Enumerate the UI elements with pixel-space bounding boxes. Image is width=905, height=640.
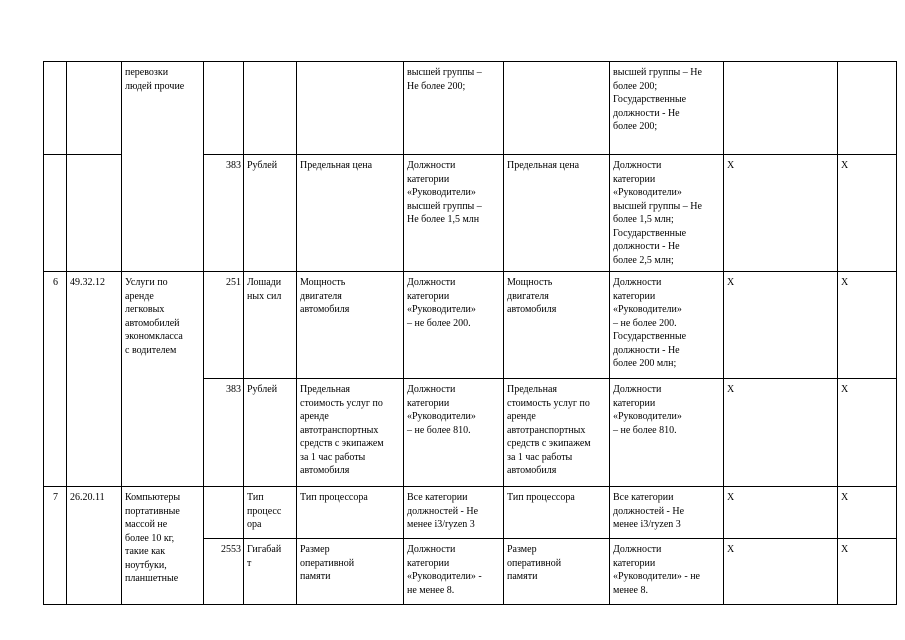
x-cell: [724, 62, 838, 155]
x-cell: [838, 62, 897, 155]
unit-cell: [244, 62, 297, 155]
value-cell: Все категории должностей - Не менее i3/ryzen 3: [404, 487, 504, 539]
unit-cell: Рублей: [244, 379, 297, 487]
unit-cell: Лошади ных сил: [244, 272, 297, 379]
okpd-code-cell: [67, 155, 122, 272]
characteristic-cell: Размер оперативной памяти: [504, 539, 610, 605]
value-cell: высшей группы – Не более 200; Государственные должности - Не более 200;: [610, 62, 724, 155]
characteristic-cell: Предельная стоимость услуг по аренде автотранспортных средств с экипажем за 1 час работы автомобиля: [297, 379, 404, 487]
row-number-cell: 6: [44, 272, 67, 487]
value-cell: Должности категории «Руководители» – не более 200.: [404, 272, 504, 379]
characteristic-cell: Тип процессора: [297, 487, 404, 539]
row-number-cell: [44, 155, 67, 272]
value-cell: Должности категории «Руководители» - не менее 8.: [404, 539, 504, 605]
x-cell: X: [724, 155, 838, 272]
okei-code-cell: 383: [204, 379, 244, 487]
item-name-cell: Услуги по аренде легковых автомобилей экономкласса с водителем: [122, 272, 204, 487]
row-number-cell: [44, 62, 67, 155]
characteristic-cell: Предельная цена: [504, 155, 610, 272]
item-name-cell: Компьютеры портативные массой не более 10 кг, такие как ноутбуки, планшетные: [122, 487, 204, 605]
value-cell: Должности категории «Руководители» – не более 200. Государственные должности - Не более 200 млн;: [610, 272, 724, 379]
characteristic-cell: Мощность двигателя автомобиля: [297, 272, 404, 379]
requirements-table: [43, 61, 897, 605]
okpd-code-cell: [67, 62, 122, 155]
characteristic-cell: [504, 62, 610, 155]
row-number-cell: 7: [44, 487, 67, 605]
x-cell: X: [838, 379, 897, 487]
x-cell: X: [838, 487, 897, 539]
okpd-code-cell: 49.32.12: [67, 272, 122, 487]
okei-code-cell: [204, 62, 244, 155]
x-cell: X: [838, 272, 897, 379]
value-cell: Должности категории «Руководители» – не более 810.: [404, 379, 504, 487]
table-row: [44, 487, 897, 539]
table-row: [44, 62, 897, 155]
unit-cell: Рублей: [244, 155, 297, 272]
characteristic-cell: Размер оперативной памяти: [297, 539, 404, 605]
value-cell: высшей группы – Не более 200;: [404, 62, 504, 155]
value-cell: Должности категории «Руководители» - не менее 8.: [610, 539, 724, 605]
value-cell: Все категории должностей - Не менее i3/ryzen 3: [610, 487, 724, 539]
x-cell: X: [724, 379, 838, 487]
okpd-code-cell: 26.20.11: [67, 487, 122, 605]
unit-cell: Тип процесс ора: [244, 487, 297, 539]
x-cell: X: [838, 539, 897, 605]
value-cell: Должности категории «Руководители» – не более 810.: [610, 379, 724, 487]
table-row: [44, 272, 897, 379]
okei-code-cell: 2553: [204, 539, 244, 605]
x-cell: X: [724, 272, 838, 379]
value-cell: Должности категории «Руководители» высшей группы – Не более 1,5 млн: [404, 155, 504, 272]
item-name-cell: перевозки людей прочие: [122, 62, 204, 272]
okei-code-cell: 383: [204, 155, 244, 272]
value-cell: Должности категории «Руководители» высшей группы – Не более 1,5 млн; Государственные должности - Не более 2,5 млн;: [610, 155, 724, 272]
characteristic-cell: Предельная цена: [297, 155, 404, 272]
characteristic-cell: Предельная стоимость услуг по аренде автотранспортных средств с экипажем за 1 час работы автомобиля: [504, 379, 610, 487]
characteristic-cell: Тип процессора: [504, 487, 610, 539]
characteristic-cell: [297, 62, 404, 155]
characteristic-cell: Мощность двигателя автомобиля: [504, 272, 610, 379]
x-cell: X: [838, 155, 897, 272]
unit-cell: Гигабай т: [244, 539, 297, 605]
x-cell: X: [724, 539, 838, 605]
x-cell: X: [724, 487, 838, 539]
okei-code-cell: [204, 487, 244, 539]
okei-code-cell: 251: [204, 272, 244, 379]
